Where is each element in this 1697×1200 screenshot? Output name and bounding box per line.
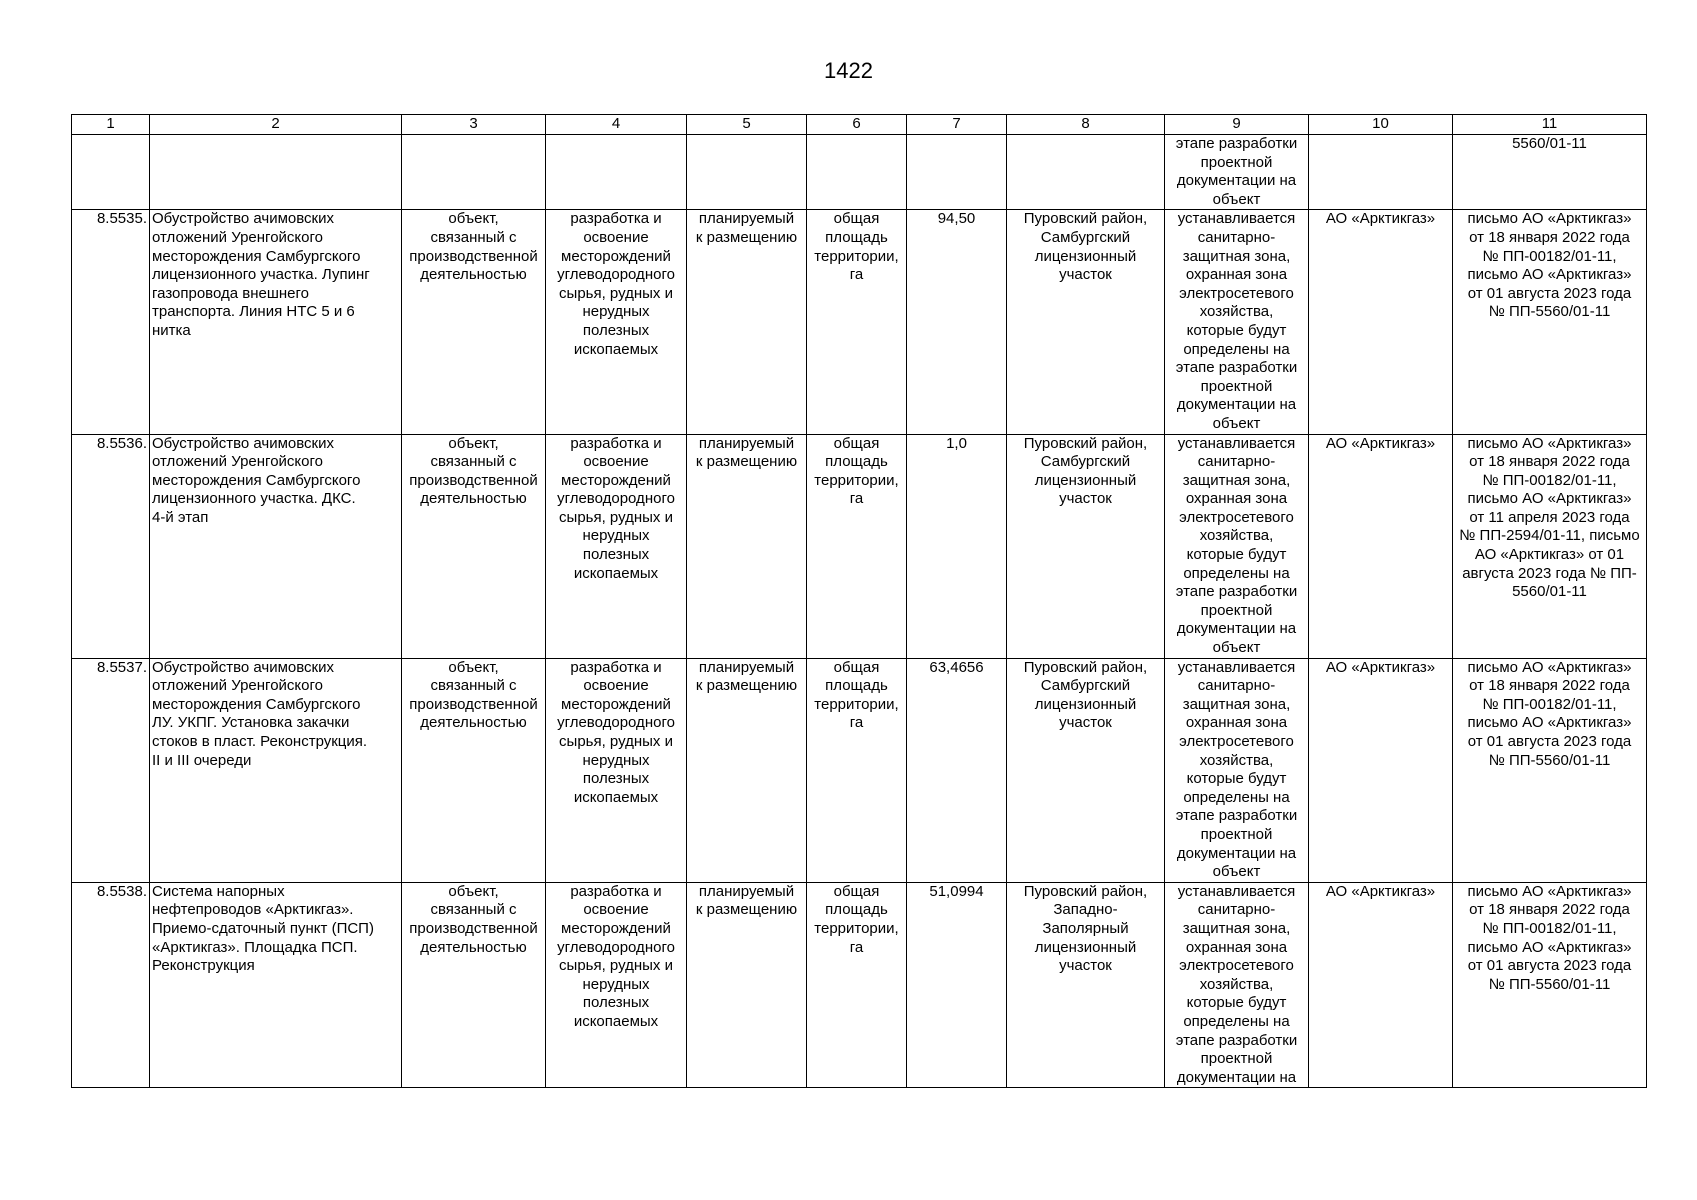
column-header: 7 [907,115,1007,135]
characteristic-cell: общая площадь территории, га [807,658,907,882]
empty-cell [72,135,150,210]
location-cell: Пуровский район, Западно- Заполярный лицензионный участок [1007,882,1165,1088]
column-header: 9 [1165,115,1309,135]
row-number-cell: 8.5537. [72,658,150,882]
empty-cell [1309,135,1453,210]
column-header: 4 [546,115,687,135]
continuation-row [72,135,1647,210]
row-number-cell: 8.5536. [72,434,150,658]
empty-cell [807,135,907,210]
column-header: 1 [72,115,150,135]
organization-cell: АО «Арктикгаз» [1309,434,1453,658]
column-header: 6 [807,115,907,135]
basis-cell: письмо АО «Арктикгаз» от 18 января 2022 года № ПП-00182/01-11, письмо АО «Арктикгаз» от 01 августа 2023 года № ПП-5560/01-11 [1453,658,1647,882]
organization-cell: АО «Арктикгаз» [1309,210,1453,434]
column-number-row [72,115,1647,135]
characteristic-cell: общая площадь территории, га [807,434,907,658]
zone-cell: устанавливается санитарно- защитная зона, охранная зона электросетевого хозяйства, которые будут определены на этапе разработки проектной документации на объект [1165,434,1309,658]
object-type-cell: объект, связанный с производственной деятельностью [402,434,546,658]
location-cell: Пуровский район, Самбургский лицензионный участок [1007,658,1165,882]
value-cell: 63,4656 [907,658,1007,882]
row-number-cell: 8.5538. [72,882,150,1088]
object-type-cell: объект, связанный с производственной деятельностью [402,658,546,882]
table-row [72,882,1647,1088]
purpose-cell: разработка и освоение месторождений углеводородного сырья, рудных и нерудных полезных ископаемых [546,210,687,434]
purpose-cell: разработка и освоение месторождений углеводородного сырья, рудных и нерудных полезных ископаемых [546,882,687,1088]
zone-cell: устанавливается санитарно- защитная зона, охранная зона электросетевого хозяйства, которые будут определены на этапе разработки проектной документации на объект [1165,658,1309,882]
status-cell: планируемый к размещению [687,434,807,658]
table-row [72,434,1647,658]
empty-cell [907,135,1007,210]
zone-cell: устанавливается санитарно- защитная зона, охранная зона электросетевого хозяйства, которые будут определены на этапе разработки проектной документации на [1165,882,1309,1088]
organization-cell: АО «Арктикгаз» [1309,882,1453,1088]
basis-cell: 5560/01-11 [1453,135,1647,210]
empty-cell [1007,135,1165,210]
location-cell: Пуровский район, Самбургский лицензионный участок [1007,210,1165,434]
column-header: 11 [1453,115,1647,135]
organization-cell: АО «Арктикгаз» [1309,658,1453,882]
empty-cell [150,135,402,210]
characteristic-cell: общая площадь территории, га [807,882,907,1088]
registry-table [71,114,1647,1088]
purpose-cell: разработка и освоение месторождений углеводородного сырья, рудных и нерудных полезных ископаемых [546,434,687,658]
status-cell: планируемый к размещению [687,882,807,1088]
purpose-cell: разработка и освоение месторождений углеводородного сырья, рудных и нерудных полезных ископаемых [546,658,687,882]
table-row [72,210,1647,434]
column-header: 2 [150,115,402,135]
zone-cell: устанавливается санитарно- защитная зона, охранная зона электросетевого хозяйства, которые будут определены на этапе разработки проектной документации на объект [1165,210,1309,434]
column-header: 10 [1309,115,1453,135]
object-type-cell: объект, связанный с производственной деятельностью [402,210,546,434]
status-cell: планируемый к размещению [687,210,807,434]
empty-cell [546,135,687,210]
empty-cell [402,135,546,210]
characteristic-cell: общая площадь территории, га [807,210,907,434]
value-cell: 1,0 [907,434,1007,658]
basis-cell: письмо АО «Арктикгаз» от 18 января 2022 года № ПП-00182/01-11, письмо АО «Арктикгаз» от 01 августа 2023 года № ПП-5560/01-11 [1453,882,1647,1088]
object-name-cell: Обустройство ачимовских отложений Уренгойского месторождения Самбургского лицензионного участка. ДКС. 4-й этап [150,434,402,658]
object-name-cell: Обустройство ачимовских отложений Уренгойского месторождения Самбургского ЛУ. УКПГ. Установка закачки стоков в пласт. Реконструкция. II и III очереди [150,658,402,882]
table-row [72,658,1647,882]
object-name-cell: Обустройство ачимовских отложений Уренгойского месторождения Самбургского лицензионного участка. Лупинг газопровода внешнего транспорта. Линия НТС 5 и 6 нитка [150,210,402,434]
basis-cell: письмо АО «Арктикгаз» от 18 января 2022 года № ПП-00182/01-11, письмо АО «Арктикгаз» от 11 апреля 2023 года № ПП-2594/01-11, письмо АО «Арктикгаз» от 01 августа 2023 года № ПП- 5560/01-11 [1453,434,1647,658]
column-header: 5 [687,115,807,135]
value-cell: 51,0994 [907,882,1007,1088]
row-number-cell: 8.5535. [72,210,150,434]
zone-cell: этапе разработки проектной документации на объект [1165,135,1309,210]
page-number: 1422 [824,58,873,83]
column-header: 8 [1007,115,1165,135]
value-cell: 94,50 [907,210,1007,434]
column-header: 3 [402,115,546,135]
basis-cell: письмо АО «Арктикгаз» от 18 января 2022 года № ПП-00182/01-11, письмо АО «Арктикгаз» от 01 августа 2023 года № ПП-5560/01-11 [1453,210,1647,434]
object-type-cell: объект, связанный с производственной деятельностью [402,882,546,1088]
empty-cell [687,135,807,210]
status-cell: планируемый к размещению [687,658,807,882]
location-cell: Пуровский район, Самбургский лицензионный участок [1007,434,1165,658]
object-name-cell: Система напорных нефтепроводов «Арктикгаз». Приемо-сдаточный пункт (ПСП) «Арктикгаз». Площадка ПСП. Реконструкция [150,882,402,1088]
